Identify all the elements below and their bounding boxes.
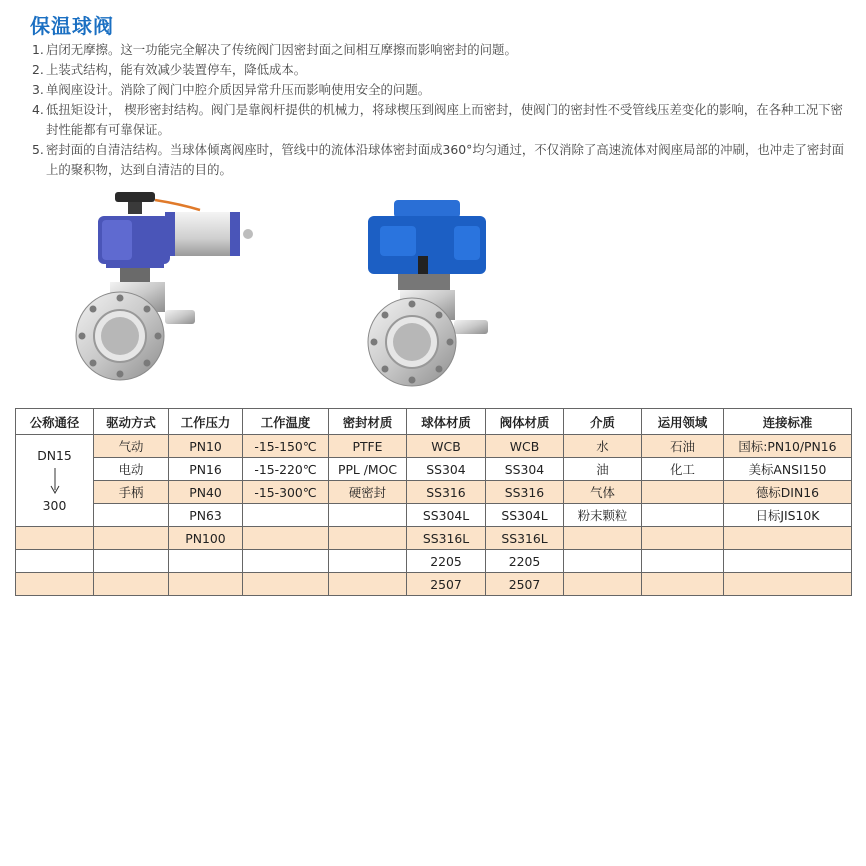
table-cell: 2507: [407, 573, 486, 596]
table-cell: 国标:PN10/PN16: [724, 435, 852, 458]
table-cell: [243, 550, 329, 573]
table-cell: 2205: [486, 550, 564, 573]
column-header: 介质: [564, 409, 642, 435]
table-cell: 电动: [94, 458, 169, 481]
column-header: 驱动方式: [94, 409, 169, 435]
feature-item: [32, 40, 852, 60]
table-cell: PTFE: [329, 435, 407, 458]
table-cell: [243, 527, 329, 550]
table-cell: PPL /MOC: [329, 458, 407, 481]
table-row: [16, 573, 852, 596]
column-header: 密封材质: [329, 409, 407, 435]
table-cell: [564, 573, 642, 596]
table-cell: SS316L: [407, 527, 486, 550]
table-cell: [169, 573, 243, 596]
table-row: [16, 481, 852, 504]
column-header: 公称通径: [16, 409, 94, 435]
table-cell: [243, 573, 329, 596]
feature-item: [32, 100, 852, 140]
feature-item: [32, 80, 852, 100]
table-header-row: [16, 409, 852, 435]
table-cell: [16, 527, 94, 550]
table-cell: [642, 481, 724, 504]
pneumatic-ball-valve-photo: [70, 186, 270, 391]
table-cell: [329, 527, 407, 550]
table-cell: 粉末颗粒: [564, 504, 642, 527]
feature-text: 低扭矩设计， 楔形密封结构。阀门是靠阀杆提供的机械力，将球楔压到阀座上而密封，使阀门的密封性不受管线压差变化的影响，在各种工况下密封性能都有可靠保证。: [46, 102, 843, 137]
table-cell: 2507: [486, 573, 564, 596]
nominal-diameter-cell: [16, 435, 94, 527]
table-cell: PN40: [169, 481, 243, 504]
feature-item: [32, 60, 852, 80]
table-cell: [94, 527, 169, 550]
feature-item: [32, 140, 852, 180]
table-cell: -15-150℃: [243, 435, 329, 458]
table-cell: [724, 550, 852, 573]
feature-number: 4.: [32, 102, 44, 117]
table-cell: 气动: [94, 435, 169, 458]
table-cell: [724, 527, 852, 550]
table-cell: [329, 550, 407, 573]
page-title: 保温球阀: [30, 14, 114, 38]
table-cell: [94, 573, 169, 596]
table-cell: [329, 504, 407, 527]
table-cell: [642, 550, 724, 573]
column-header: 工作温度: [243, 409, 329, 435]
feature-number: 3.: [32, 82, 44, 97]
table-cell: SS304L: [486, 504, 564, 527]
feature-text: 单阀座设计。消除了阀门中腔介质因异常升压而影响使用安全的问题。: [46, 82, 431, 97]
spec-table: [15, 408, 852, 596]
table-cell: [16, 550, 94, 573]
feature-list: [32, 40, 852, 180]
column-header: 工作压力: [169, 409, 243, 435]
table-cell: 石油: [642, 435, 724, 458]
table-cell: [724, 573, 852, 596]
column-header: 连接标准: [724, 409, 852, 435]
table-cell: 气体: [564, 481, 642, 504]
table-cell: [169, 550, 243, 573]
table-cell: [642, 504, 724, 527]
table-cell: 手柄: [94, 481, 169, 504]
arrow-down-icon: [50, 468, 60, 494]
table-row: [16, 527, 852, 550]
table-row: [16, 458, 852, 481]
table-cell: PN100: [169, 527, 243, 550]
table-cell: -15-220℃: [243, 458, 329, 481]
table-row: [16, 435, 852, 458]
feature-text: 密封面的自清洁结构。当球体倾离阀座时，管线中的流体沿球体密封面成360°均匀通过，不仅消除了高速流体对阀座局部的冲刷，也冲走了密封面上的聚积物，达到自清洁的目的。: [46, 142, 845, 177]
table-cell: 硬密封: [329, 481, 407, 504]
table-cell: SS304L: [407, 504, 486, 527]
table-cell: SS304: [486, 458, 564, 481]
table-cell: 油: [564, 458, 642, 481]
table-cell: [329, 573, 407, 596]
table-cell: 日标JIS10K: [724, 504, 852, 527]
feature-number: 1.: [32, 42, 44, 57]
column-header: 球体材质: [407, 409, 486, 435]
table-cell: PN16: [169, 458, 243, 481]
feature-number: 5.: [32, 142, 44, 157]
electric-ball-valve-photo: [358, 196, 498, 396]
table-cell: [564, 527, 642, 550]
table-cell: -15-300℃: [243, 481, 329, 504]
table-cell: 2205: [407, 550, 486, 573]
table-cell: SS316: [407, 481, 486, 504]
table-row: [16, 504, 852, 527]
table-cell: 德标DIN16: [724, 481, 852, 504]
table-cell: WCB: [486, 435, 564, 458]
table-cell: [16, 573, 94, 596]
table-cell: [564, 550, 642, 573]
feature-text: 启闭无摩擦。这一功能完全解决了传统阀门因密封面之间相互摩擦而影响密封的问题。: [46, 42, 517, 57]
table-cell: [94, 504, 169, 527]
table-cell: 水: [564, 435, 642, 458]
table-cell: PN10: [169, 435, 243, 458]
feature-text: 上装式结构，能有效减少装置停车，降低成本。: [46, 62, 307, 77]
column-header: 运用领域: [642, 409, 724, 435]
feature-number: 2.: [32, 62, 44, 77]
table-cell: PN63: [169, 504, 243, 527]
table-row: [16, 550, 852, 573]
table-cell: SS316L: [486, 527, 564, 550]
dn-from: DN15: [37, 447, 72, 463]
table-cell: SS304: [407, 458, 486, 481]
table-cell: [642, 527, 724, 550]
table-cell: SS316: [486, 481, 564, 504]
table-cell: 美标ANSI150: [724, 458, 852, 481]
table-cell: WCB: [407, 435, 486, 458]
column-header: 阀体材质: [486, 409, 564, 435]
table-cell: 化工: [642, 458, 724, 481]
table-cell: [243, 504, 329, 527]
table-cell: [94, 550, 169, 573]
dn-to: 300: [42, 497, 67, 513]
table-cell: [642, 573, 724, 596]
